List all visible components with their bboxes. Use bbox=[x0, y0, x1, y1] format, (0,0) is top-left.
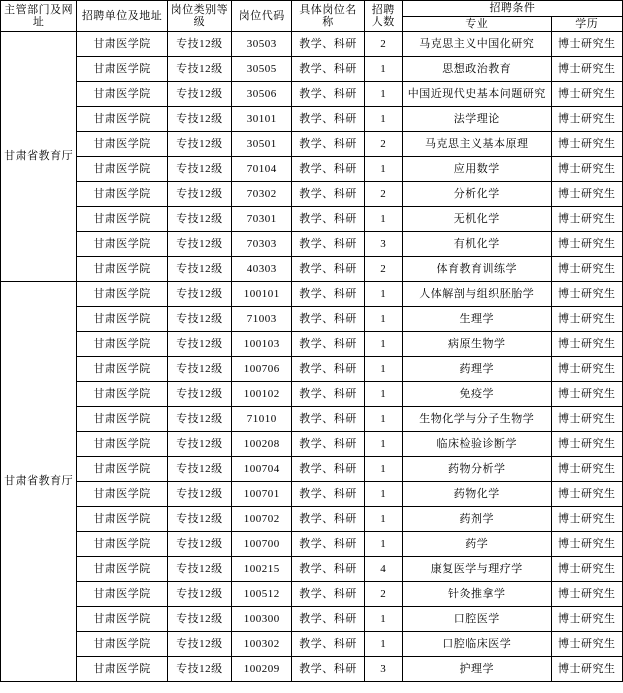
cell-code: 100300 bbox=[232, 607, 292, 632]
cell-education: 博士研究生 bbox=[551, 607, 622, 632]
cell-unit: 甘肃医学院 bbox=[77, 657, 167, 682]
cell-education: 博士研究生 bbox=[551, 32, 622, 57]
cell-unit: 甘肃医学院 bbox=[77, 607, 167, 632]
cell-unit: 甘肃医学院 bbox=[77, 482, 167, 507]
cell-position: 教学、科研 bbox=[292, 382, 364, 407]
cell-level: 专技12级 bbox=[167, 82, 231, 107]
table-row bbox=[1, 132, 623, 157]
cell-code: 70104 bbox=[232, 157, 292, 182]
cell-major: 口腔临床医学 bbox=[402, 632, 551, 657]
group-dept-cell: 甘肃省教育厅 bbox=[1, 32, 77, 282]
cell-position: 教学、科研 bbox=[292, 257, 364, 282]
cell-major: 康复医学与理疗学 bbox=[402, 557, 551, 582]
cell-major: 临床检验诊断学 bbox=[402, 432, 551, 457]
cell-level: 专技12级 bbox=[167, 407, 231, 432]
table-row bbox=[1, 607, 623, 632]
cell-unit: 甘肃医学院 bbox=[77, 307, 167, 332]
cell-position: 教学、科研 bbox=[292, 32, 364, 57]
cell-count: 2 bbox=[364, 32, 402, 57]
cell-level: 专技12级 bbox=[167, 207, 231, 232]
cell-education: 博士研究生 bbox=[551, 632, 622, 657]
cell-position: 教学、科研 bbox=[292, 332, 364, 357]
cell-code: 70303 bbox=[232, 232, 292, 257]
cell-education: 博士研究生 bbox=[551, 357, 622, 382]
table-row bbox=[1, 407, 623, 432]
table-row bbox=[1, 232, 623, 257]
cell-code: 71003 bbox=[232, 307, 292, 332]
cell-major: 口腔医学 bbox=[402, 607, 551, 632]
cell-education: 博士研究生 bbox=[551, 107, 622, 132]
cell-level: 专技12级 bbox=[167, 107, 231, 132]
cell-education: 博士研究生 bbox=[551, 657, 622, 682]
cell-unit: 甘肃医学院 bbox=[77, 432, 167, 457]
table-row bbox=[1, 257, 623, 282]
table-row bbox=[1, 457, 623, 482]
cell-major: 有机化学 bbox=[402, 232, 551, 257]
cell-unit: 甘肃医学院 bbox=[77, 82, 167, 107]
cell-position: 教学、科研 bbox=[292, 557, 364, 582]
cell-level: 专技12级 bbox=[167, 357, 231, 382]
cell-position: 教学、科研 bbox=[292, 432, 364, 457]
table-row bbox=[1, 82, 623, 107]
cell-major: 无机化学 bbox=[402, 207, 551, 232]
cell-education: 博士研究生 bbox=[551, 507, 622, 532]
cell-position: 教学、科研 bbox=[292, 532, 364, 557]
cell-count: 1 bbox=[364, 382, 402, 407]
cell-major: 病原生物学 bbox=[402, 332, 551, 357]
cell-level: 专技12级 bbox=[167, 332, 231, 357]
cell-position: 教学、科研 bbox=[292, 307, 364, 332]
cell-count: 1 bbox=[364, 507, 402, 532]
cell-code: 100209 bbox=[232, 657, 292, 682]
cell-major: 人体解剖与组织胚胎学 bbox=[402, 282, 551, 307]
cell-position: 教学、科研 bbox=[292, 482, 364, 507]
header-row-1 bbox=[1, 1, 623, 17]
cell-unit: 甘肃医学院 bbox=[77, 582, 167, 607]
cell-position: 教学、科研 bbox=[292, 57, 364, 82]
cell-count: 2 bbox=[364, 182, 402, 207]
cell-major: 药物化学 bbox=[402, 482, 551, 507]
cell-position: 教学、科研 bbox=[292, 182, 364, 207]
cell-count: 1 bbox=[364, 482, 402, 507]
cell-count: 1 bbox=[364, 432, 402, 457]
cell-education: 博士研究生 bbox=[551, 432, 622, 457]
cell-position: 教学、科研 bbox=[292, 607, 364, 632]
table-row bbox=[1, 632, 623, 657]
cell-major: 生理学 bbox=[402, 307, 551, 332]
cell-position: 教学、科研 bbox=[292, 107, 364, 132]
table-row bbox=[1, 32, 623, 57]
header-major: 专业 bbox=[402, 16, 551, 32]
cell-position: 教学、科研 bbox=[292, 157, 364, 182]
cell-position: 教学、科研 bbox=[292, 582, 364, 607]
cell-unit: 甘肃医学院 bbox=[77, 332, 167, 357]
cell-level: 专技12级 bbox=[167, 182, 231, 207]
cell-position: 教学、科研 bbox=[292, 82, 364, 107]
cell-code: 30101 bbox=[232, 107, 292, 132]
cell-code: 40303 bbox=[232, 257, 292, 282]
cell-unit: 甘肃医学院 bbox=[77, 282, 167, 307]
cell-code: 100702 bbox=[232, 507, 292, 532]
cell-position: 教学、科研 bbox=[292, 407, 364, 432]
cell-major: 药学 bbox=[402, 532, 551, 557]
cell-level: 专技12级 bbox=[167, 57, 231, 82]
table-row bbox=[1, 507, 623, 532]
table-row bbox=[1, 307, 623, 332]
cell-level: 专技12级 bbox=[167, 457, 231, 482]
table-row bbox=[1, 482, 623, 507]
cell-education: 博士研究生 bbox=[551, 132, 622, 157]
cell-position: 教学、科研 bbox=[292, 457, 364, 482]
cell-unit: 甘肃医学院 bbox=[77, 457, 167, 482]
header-level: 岗位类别等级 bbox=[167, 1, 231, 32]
cell-unit: 甘肃医学院 bbox=[77, 32, 167, 57]
cell-count: 3 bbox=[364, 657, 402, 682]
cell-education: 博士研究生 bbox=[551, 257, 622, 282]
cell-level: 专技12级 bbox=[167, 157, 231, 182]
cell-major: 药物分析学 bbox=[402, 457, 551, 482]
cell-code: 30506 bbox=[232, 82, 292, 107]
table-row bbox=[1, 107, 623, 132]
cell-code: 100700 bbox=[232, 532, 292, 557]
cell-code: 30505 bbox=[232, 57, 292, 82]
cell-major: 体育教育训练学 bbox=[402, 257, 551, 282]
cell-major: 应用数学 bbox=[402, 157, 551, 182]
cell-unit: 甘肃医学院 bbox=[77, 57, 167, 82]
cell-count: 1 bbox=[364, 282, 402, 307]
cell-position: 教学、科研 bbox=[292, 657, 364, 682]
cell-level: 专技12级 bbox=[167, 432, 231, 457]
cell-major: 药理学 bbox=[402, 357, 551, 382]
cell-count: 1 bbox=[364, 107, 402, 132]
cell-unit: 甘肃医学院 bbox=[77, 532, 167, 557]
cell-count: 1 bbox=[364, 207, 402, 232]
table-row bbox=[1, 357, 623, 382]
cell-count: 2 bbox=[364, 257, 402, 282]
cell-unit: 甘肃医学院 bbox=[77, 132, 167, 157]
cell-level: 专技12级 bbox=[167, 582, 231, 607]
header-unit: 招聘单位及地址 bbox=[77, 1, 167, 32]
header-code: 岗位代码 bbox=[232, 1, 292, 32]
cell-major: 马克思主义基本原理 bbox=[402, 132, 551, 157]
table-row bbox=[1, 557, 623, 582]
cell-count: 1 bbox=[364, 407, 402, 432]
cell-major: 思想政治教育 bbox=[402, 57, 551, 82]
cell-count: 1 bbox=[364, 307, 402, 332]
cell-unit: 甘肃医学院 bbox=[77, 157, 167, 182]
cell-unit: 甘肃医学院 bbox=[77, 232, 167, 257]
cell-code: 100704 bbox=[232, 457, 292, 482]
cell-education: 博士研究生 bbox=[551, 407, 622, 432]
cell-education: 博士研究生 bbox=[551, 557, 622, 582]
table-row bbox=[1, 157, 623, 182]
cell-education: 博士研究生 bbox=[551, 232, 622, 257]
cell-position: 教学、科研 bbox=[292, 632, 364, 657]
cell-level: 专技12级 bbox=[167, 557, 231, 582]
cell-unit: 甘肃医学院 bbox=[77, 257, 167, 282]
cell-level: 专技12级 bbox=[167, 607, 231, 632]
cell-major: 分析化学 bbox=[402, 182, 551, 207]
table-row bbox=[1, 432, 623, 457]
cell-level: 专技12级 bbox=[167, 232, 231, 257]
cell-position: 教学、科研 bbox=[292, 282, 364, 307]
cell-major: 药剂学 bbox=[402, 507, 551, 532]
cell-education: 博士研究生 bbox=[551, 332, 622, 357]
cell-count: 2 bbox=[364, 132, 402, 157]
cell-level: 专技12级 bbox=[167, 382, 231, 407]
cell-unit: 甘肃医学院 bbox=[77, 632, 167, 657]
cell-level: 专技12级 bbox=[167, 632, 231, 657]
cell-unit: 甘肃医学院 bbox=[77, 357, 167, 382]
cell-position: 教学、科研 bbox=[292, 507, 364, 532]
cell-education: 博士研究生 bbox=[551, 157, 622, 182]
cell-count: 1 bbox=[364, 157, 402, 182]
cell-major: 生物化学与分子生物学 bbox=[402, 407, 551, 432]
cell-education: 博士研究生 bbox=[551, 382, 622, 407]
cell-education: 博士研究生 bbox=[551, 307, 622, 332]
header-position: 具体岗位名称 bbox=[292, 1, 364, 32]
cell-education: 博士研究生 bbox=[551, 532, 622, 557]
cell-unit: 甘肃医学院 bbox=[77, 107, 167, 132]
cell-level: 专技12级 bbox=[167, 257, 231, 282]
cell-count: 1 bbox=[364, 332, 402, 357]
cell-code: 100102 bbox=[232, 382, 292, 407]
cell-count: 1 bbox=[364, 457, 402, 482]
cell-count: 1 bbox=[364, 532, 402, 557]
cell-unit: 甘肃医学院 bbox=[77, 207, 167, 232]
cell-major: 免疫学 bbox=[402, 382, 551, 407]
cell-unit: 甘肃医学院 bbox=[77, 557, 167, 582]
header-education: 学历 bbox=[551, 16, 622, 32]
header-dept: 主管部门及网址 bbox=[1, 1, 77, 32]
cell-education: 博士研究生 bbox=[551, 482, 622, 507]
cell-education: 博士研究生 bbox=[551, 182, 622, 207]
cell-unit: 甘肃医学院 bbox=[77, 407, 167, 432]
cell-education: 博士研究生 bbox=[551, 57, 622, 82]
cell-major: 护理学 bbox=[402, 657, 551, 682]
header-conditions: 招聘条件 bbox=[402, 1, 622, 17]
cell-position: 教学、科研 bbox=[292, 232, 364, 257]
cell-education: 博士研究生 bbox=[551, 457, 622, 482]
cell-code: 100706 bbox=[232, 357, 292, 382]
table-row bbox=[1, 532, 623, 557]
table-row bbox=[1, 332, 623, 357]
table-row bbox=[1, 207, 623, 232]
cell-major: 中国近现代史基本问题研究 bbox=[402, 82, 551, 107]
cell-count: 4 bbox=[364, 557, 402, 582]
cell-code: 71010 bbox=[232, 407, 292, 432]
cell-count: 1 bbox=[364, 82, 402, 107]
cell-level: 专技12级 bbox=[167, 282, 231, 307]
cell-unit: 甘肃医学院 bbox=[77, 182, 167, 207]
group-dept-cell: 甘肃省教育厅 bbox=[1, 282, 77, 682]
header-count: 招聘人数 bbox=[364, 1, 402, 32]
cell-level: 专技12级 bbox=[167, 482, 231, 507]
cell-education: 博士研究生 bbox=[551, 207, 622, 232]
cell-level: 专技12级 bbox=[167, 532, 231, 557]
cell-education: 博士研究生 bbox=[551, 582, 622, 607]
cell-education: 博士研究生 bbox=[551, 282, 622, 307]
table-row bbox=[1, 382, 623, 407]
cell-level: 专技12级 bbox=[167, 507, 231, 532]
cell-position: 教学、科研 bbox=[292, 357, 364, 382]
cell-code: 30501 bbox=[232, 132, 292, 157]
cell-position: 教学、科研 bbox=[292, 207, 364, 232]
cell-code: 100302 bbox=[232, 632, 292, 657]
cell-code: 100103 bbox=[232, 332, 292, 357]
cell-count: 1 bbox=[364, 607, 402, 632]
cell-code: 100101 bbox=[232, 282, 292, 307]
cell-count: 3 bbox=[364, 232, 402, 257]
cell-code: 100512 bbox=[232, 582, 292, 607]
cell-major: 马克思主义中国化研究 bbox=[402, 32, 551, 57]
cell-code: 30503 bbox=[232, 32, 292, 57]
cell-level: 专技12级 bbox=[167, 132, 231, 157]
cell-count: 1 bbox=[364, 357, 402, 382]
cell-major: 针灸推拿学 bbox=[402, 582, 551, 607]
cell-unit: 甘肃医学院 bbox=[77, 507, 167, 532]
cell-level: 专技12级 bbox=[167, 307, 231, 332]
cell-education: 博士研究生 bbox=[551, 82, 622, 107]
cell-code: 100208 bbox=[232, 432, 292, 457]
cell-code: 70301 bbox=[232, 207, 292, 232]
cell-position: 教学、科研 bbox=[292, 132, 364, 157]
table-row bbox=[1, 57, 623, 82]
cell-major: 法学理论 bbox=[402, 107, 551, 132]
table-row bbox=[1, 657, 623, 682]
cell-level: 专技12级 bbox=[167, 657, 231, 682]
table-header bbox=[1, 1, 623, 32]
table-row bbox=[1, 282, 623, 307]
cell-count: 1 bbox=[364, 57, 402, 82]
table-row bbox=[1, 582, 623, 607]
table-row bbox=[1, 182, 623, 207]
cell-code: 100215 bbox=[232, 557, 292, 582]
cell-count: 1 bbox=[364, 632, 402, 657]
cell-level: 专技12级 bbox=[167, 32, 231, 57]
cell-code: 70302 bbox=[232, 182, 292, 207]
cell-count: 2 bbox=[364, 582, 402, 607]
cell-unit: 甘肃医学院 bbox=[77, 382, 167, 407]
cell-code: 100701 bbox=[232, 482, 292, 507]
table-body bbox=[1, 32, 623, 682]
